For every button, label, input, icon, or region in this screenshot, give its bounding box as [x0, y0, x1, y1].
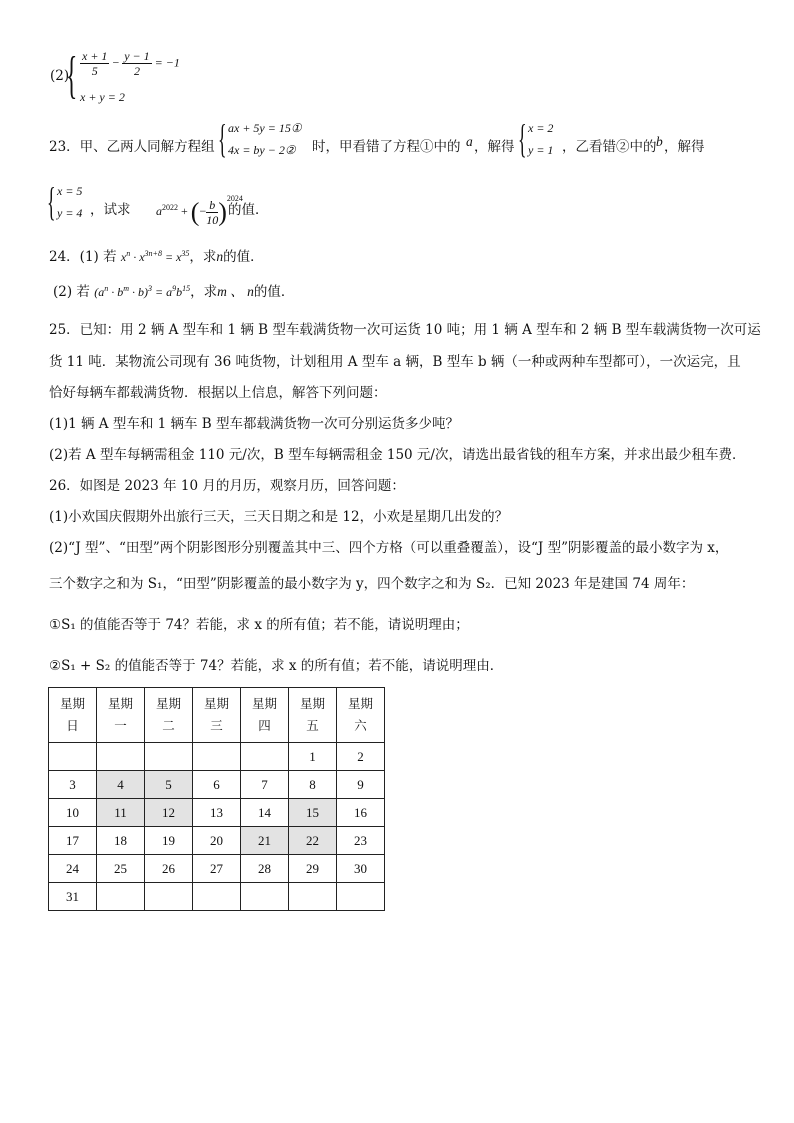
calendar-day-cell: 4: [97, 771, 145, 799]
calendar-day-cell: 25: [97, 855, 145, 883]
calendar-header-row: [49, 688, 385, 743]
q23-mid4: ，解得: [664, 139, 705, 155]
calendar-day-cell: 19: [145, 827, 193, 855]
calendar-day-cell: 12: [145, 799, 193, 827]
q22-frac2: $\frac{y - 1}{2}$: [124, 49, 150, 78]
q23-brace2: {: [518, 116, 527, 161]
calendar-week-row: [49, 799, 385, 827]
calendar-day-cell: [289, 883, 337, 911]
calendar-day-cell: 3: [49, 771, 97, 799]
calendar-day-cell: 23: [337, 827, 385, 855]
calendar-day-cell: 11: [97, 799, 145, 827]
calendar-header-text: 二: [162, 718, 175, 733]
calendar-day-cell: 8: [289, 771, 337, 799]
calendar-day-cell: 5: [145, 771, 193, 799]
calendar-header-text: 星期: [59, 696, 85, 711]
q26-sub2-line2: 三个数字之和为 S₁，“田型”阴影覆盖的最小数字为 y，四个数字之和为 S₂．已知 2023 年是建国 74 周年：: [49, 576, 695, 592]
q23-var-a: a: [466, 134, 473, 149]
calendar-header-cell: [289, 688, 337, 743]
calendar-day-cell: 28: [241, 855, 289, 883]
q26-sub1: (1)小欢国庆假期外出旅行三天，三天日期之和是 12，小欢是星期几出发的？: [49, 509, 509, 525]
calendar-day-cell: [241, 883, 289, 911]
calendar-header-cell: [241, 688, 289, 743]
calendar-day-cell: 18: [97, 827, 145, 855]
calendar-day-cell: 20: [193, 827, 241, 855]
calendar-day-cell: 30: [337, 855, 385, 883]
q26-item1: ①S₁ 的值能否等于 74？若能，求 x 的所有值；若不能，请说明理由；: [49, 617, 469, 633]
calendar-header-text: 星期: [203, 696, 229, 711]
calendar-header-cell: [145, 688, 193, 743]
calendar-day-cell: 21: [241, 827, 289, 855]
q22-part2-label: (2): [50, 68, 70, 84]
calendar-week-row: [49, 771, 385, 799]
q23-mid2: ，解得: [474, 139, 515, 155]
calendar-day-cell: 10: [49, 799, 97, 827]
q23-eq2: 4x = by − 2②: [228, 143, 296, 157]
calendar-header-text: 六: [354, 718, 367, 733]
calendar-day-cell: 26: [145, 855, 193, 883]
calendar-header-cell: [49, 688, 97, 743]
calendar-header-text: 星期: [251, 696, 277, 711]
q23-var-b: b: [656, 134, 663, 149]
calendar-header-text: 五: [306, 718, 319, 733]
calendar-week-row: [49, 855, 385, 883]
calendar-day-cell: 14: [241, 799, 289, 827]
calendar-day-cell: 15: [289, 799, 337, 827]
q23-brace3: {: [47, 179, 56, 224]
calendar-header-text: 三: [210, 718, 223, 733]
calendar-day-cell: [193, 883, 241, 911]
calendar-day-cell: [145, 883, 193, 911]
calendar-header-text: 星期: [299, 696, 325, 711]
q22-brace: {: [66, 47, 78, 104]
q23-sol2-2: y = 4: [57, 206, 83, 220]
calendar-header-text: 日: [66, 718, 79, 733]
q25-line3: 恰好每辆车都载满货物．根据以上信息，解答下列问题：: [49, 385, 387, 401]
q22-frac1: $\frac{x + 1}{5}$: [82, 49, 108, 78]
q23-sol1-1: x = 2: [528, 121, 554, 135]
q25-line1: 25．已知：用 2 辆 A 型车和 1 辆 B 型车载满货物一次可运货 10 吨；用 1 辆 A 型车和 2 辆 B 型车载满货物一次可运: [49, 322, 761, 338]
calendar-day-cell: [97, 883, 145, 911]
q25-sub1: (1)1 辆 A 型车和 1 辆车 B 型车都载满货物一次可分别运货多少吨？: [49, 416, 460, 432]
calendar-day-cell: 17: [49, 827, 97, 855]
calendar-day-cell: 24: [49, 855, 97, 883]
calendar-day-cell: 31: [49, 883, 97, 911]
q23-expression: $a^{2022}$ + (− $\frac{b}{10}$ )$^{2024}$: [156, 194, 243, 227]
q26-item2: ②S₁ + S₂ 的值能否等于 74？若能，求 x 的所有值；若不能，请说明理由．: [49, 658, 504, 674]
calendar-day-cell: [337, 883, 385, 911]
calendar-day-cell: 1: [289, 743, 337, 771]
calendar-header-cell: [193, 688, 241, 743]
calendar-header-text: 星期: [347, 696, 373, 711]
q23-eq1: ax + 5y = 15①: [228, 121, 302, 135]
calendar-day-cell: 7: [241, 771, 289, 799]
q23-mid3: ，乙看错②中的: [562, 139, 657, 155]
calendar-day-cell: 22: [289, 827, 337, 855]
q26-line1: 26．如图是 2023 年 10 月的月历，观察月历，回答问题：: [49, 478, 405, 494]
calendar-day-cell: [241, 743, 289, 771]
q24-part2: (2) 若 $(a^n \cdot b^m \cdot b)^3 = a^9b^{15}$，求m 、 n的值．: [53, 284, 295, 300]
calendar-day-cell: [193, 743, 241, 771]
q22-eq1: $\frac{x + 1}{5}$ − $\frac{y - 1}{2}$ = −1: [82, 49, 180, 78]
q23-prefix: 23．甲、乙两人同解方程组: [49, 139, 215, 155]
calendar-day-cell: 13: [193, 799, 241, 827]
q24-part1: 24．(1) 若 $x^n \cdot x^{3n+8} = x^{35}$，求n的值．: [49, 249, 264, 265]
q26-sub2-line1: (2)“J 型”、“田型”两个阴影图形分别覆盖其中三、四个方格（可以重叠覆盖），设“J 型”阴影覆盖的最小数字为 x，: [49, 540, 729, 556]
q25-sub2: (2)若 A 型车每辆需租金 110 元/次，B 型车每辆需租金 150 元/次，请选出最省钱的租车方案，并求出最少租车费．: [49, 447, 746, 463]
calendar-header-text: 一: [114, 718, 127, 733]
q22-eq2: x + y = 2: [80, 90, 125, 104]
calendar-week-row: [49, 827, 385, 855]
calendar-day-cell: 16: [337, 799, 385, 827]
q23-ask1: ，试求: [90, 202, 131, 218]
q25-line2: 货 11 吨．某物流公司现有 36 吨货物，计划租用 A 型车 a 辆，B 型车 b 辆（一种或两种车型都可），一次运完，且: [49, 354, 741, 370]
calendar-day-cell: 9: [337, 771, 385, 799]
q23-mid1: 时，甲看错了方程①中的: [312, 139, 461, 155]
q23-sol1-2: y = 1: [528, 143, 554, 157]
calendar-header-cell: [337, 688, 385, 743]
q23-ask2: 的值．: [228, 202, 269, 218]
q23-sol2-1: x = 5: [57, 184, 83, 198]
calendar-day-cell: 2: [337, 743, 385, 771]
q23-brace1: {: [218, 116, 227, 161]
calendar-header-text: 四: [258, 718, 271, 733]
calendar-day-cell: [97, 743, 145, 771]
calendar-day-cell: 6: [193, 771, 241, 799]
calendar-day-cell: [49, 743, 97, 771]
calendar-header-cell: [97, 688, 145, 743]
calendar-day-cell: [145, 743, 193, 771]
calendar-week-row: [49, 883, 385, 911]
calendar-header-text: 星期: [107, 696, 133, 711]
calendar-day-cell: 27: [193, 855, 241, 883]
calendar-day-cell: 29: [289, 855, 337, 883]
calendar-table: [48, 687, 385, 911]
calendar-header-text: 星期: [155, 696, 181, 711]
calendar-week-row: [49, 743, 385, 771]
